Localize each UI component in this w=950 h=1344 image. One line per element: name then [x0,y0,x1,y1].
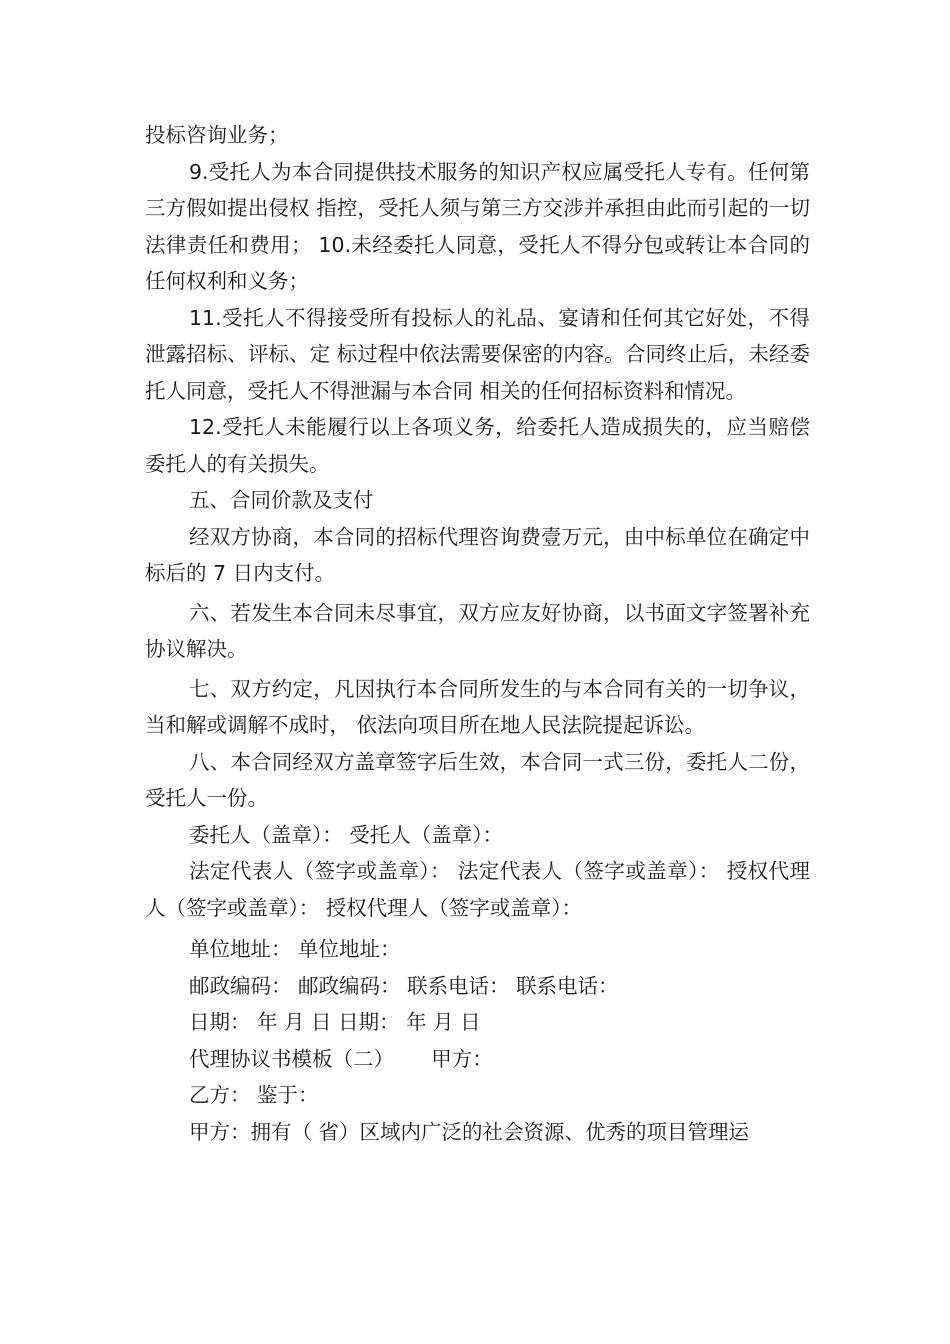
paragraph: 七、双方约定，凡因执行本合同所发生的与本合同有关的一切争议，当和解或调解不成时， 依法向项目所在地人民法院提起诉讼。 [145,676,810,737]
paragraph: 乙方： 鉴于： [189,1083,319,1107]
date-line: 日期： 年 月 日 日期： 年 月 日 [189,1010,481,1034]
paragraph: 9.受托人为本合同提供技术服务的知识产权应属受托人专有。任何第三方假如提出侵权 指控，受托人须与第三方交涉并承担由此而引起的一切法律责任和费用； 10.未经委托人同意，受托人不得分包或转让本合同的任何权利和义务； [145,159,810,293]
paragraph: 投标咨询业务； [145,123,289,147]
template-title-line: 代理协议书模板（二） 甲方： [189,1046,493,1071]
paragraph: 六、若发生本合同未尽事宜，双方应友好协商，以书面文字签署补充协议解决。 [145,600,810,661]
postcode-line: 邮政编码： 邮政编码： 联系电话： 联系电话： [189,973,619,998]
paragraph: 八、本合同经双方盖章签字后生效，本合同一式三份，委托人二份，受托人一份。 [145,749,810,810]
paragraph: 经双方协商，本合同的招标代理咨询费壹万元，由中标单位在确定中标后的 7 日内支付。 [145,524,810,585]
paragraph: 甲方：拥有（ 省）区域内广泛的社会资源、优秀的项目管理运 [189,1119,750,1144]
paragraph: 12.受托人未能履行以上各项义务，给委托人造成损失的，应当赔偿委托人的有关损失。 [145,415,810,476]
signature-line: 法定代表人（签字或盖章）： 法定代表人（签字或盖章）： 授权代理人（签字或盖章）： 授权代理人（签字或盖章）： [145,859,810,920]
signature-line: 委托人（盖章）： 受托人（盖章）： [189,822,504,847]
document-page [145,117,810,1150]
address-line: 单位地址： 单位地址： [189,937,401,961]
section-heading: 五、合同价款及支付 [189,488,374,512]
paragraph: 11.受托人不得接受所有投标人的礼品、宴请和任何其它好处，不得泄露招标、评标、定 标过程中依法需要保密的内容。合同终止后，未经委托人同意，受托人不得泄漏与本合同 相关的任何招标资料和情况。 [145,305,810,403]
